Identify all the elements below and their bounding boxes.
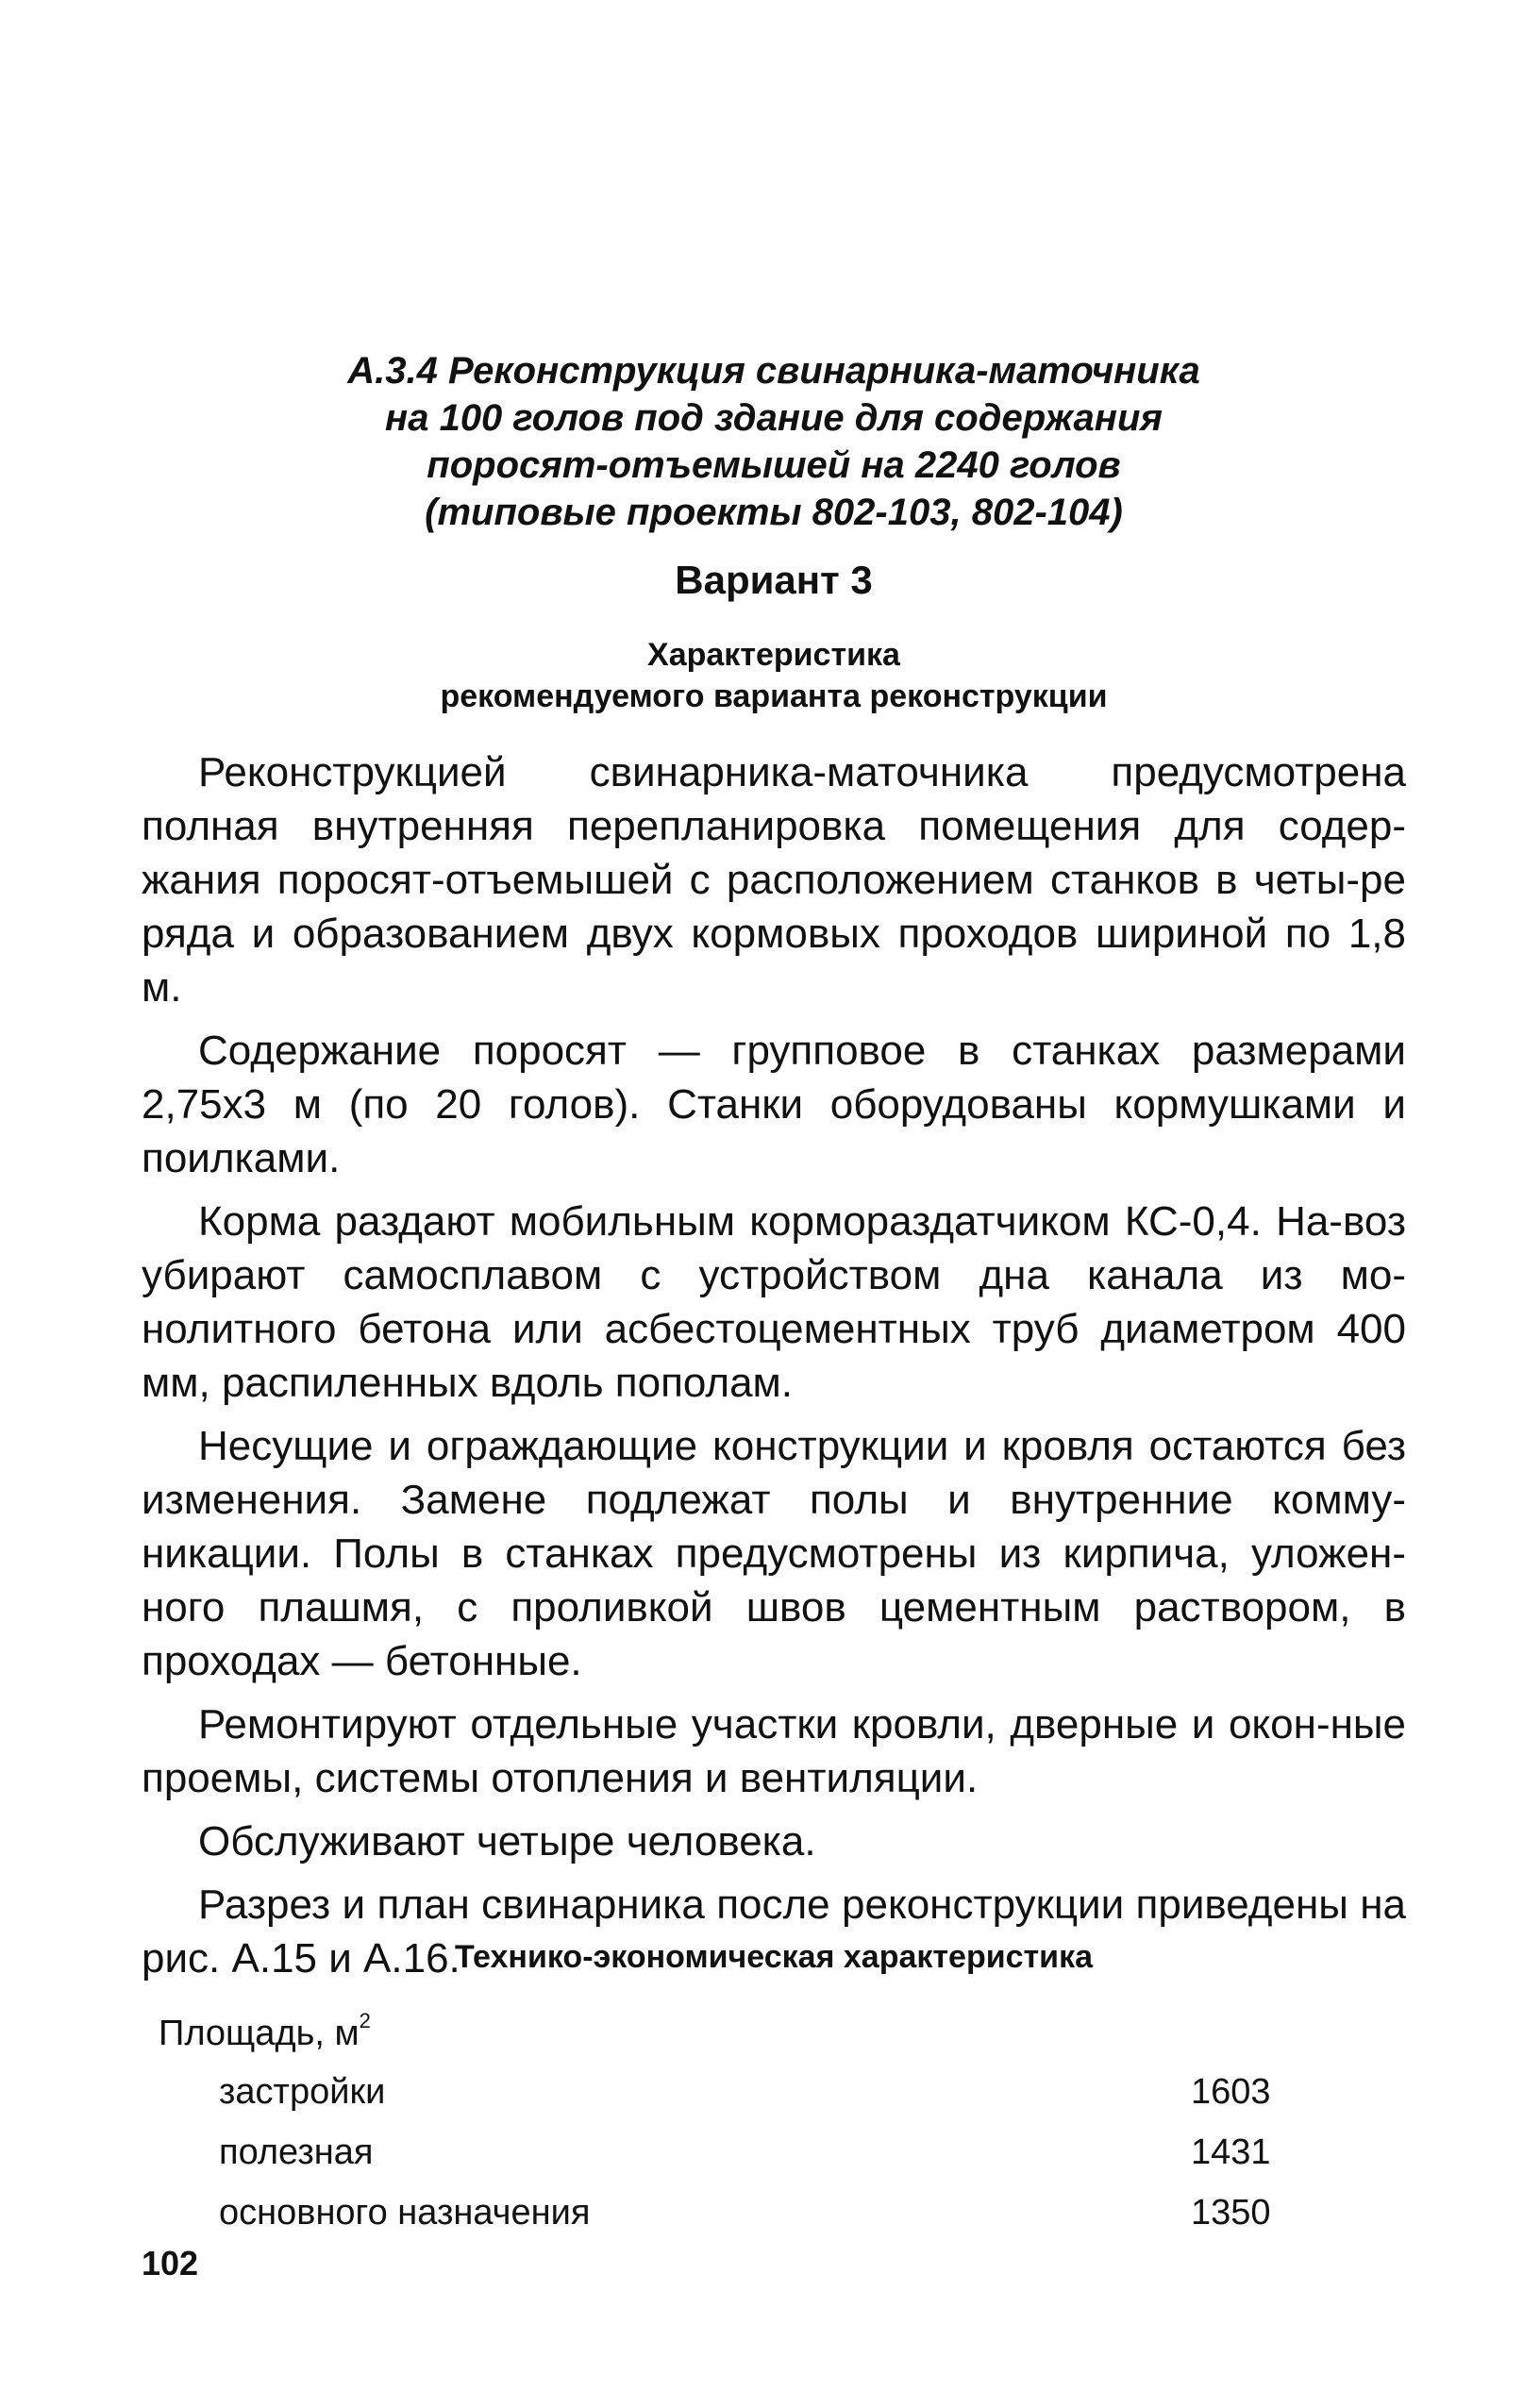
tech-econ-title: Технико-экономическая характеристика [454,1939,1093,1975]
paragraph: Разрез и план свинарника после реконструкции приведены на рис. А.15 и А.16. [142,1881,1406,1982]
row-label: застройки [219,2072,386,2112]
paragraph: Ремонтируют отдельные участки кровли, дверные и окон-ные проемы, системы отопления и вентиляции. [142,1701,1406,1801]
paragraph: Содержание поросят — групповое в станках размерами 2,75х3 м (по 20 голов). Станки оборудованы кормушками и поилками. [142,1028,1406,1181]
subtitle-line: Характеристика [647,637,900,673]
row-value: 1350 [1191,2193,1271,2232]
paragraph: Реконструкцией свинарника-маточника предусмотрена полная внутренняя перепланировка помещения для содер-жания поросят-отъемышей с расположением станков в четы-ре ряда и образованием двух кормовых проходов шириной по 1,8 м. [142,749,1406,1011]
row-label: основного назначения [219,2193,591,2232]
area-table [219,2068,1271,2249]
row-value: 1603 [1191,2072,1271,2112]
variant-heading: Вариант 3 [675,558,873,602]
section-title-line: на 100 голов под здание для содержания [385,397,1163,439]
area-unit-superscript: 2 [359,2009,371,2032]
paragraph: Обслуживают четыре человека. [198,1818,816,1865]
characteristic-subtitle [142,634,1406,717]
subtitle-line: рекомендуемого варианта реконструкции [440,678,1108,714]
row-value: 1431 [1191,2132,1271,2172]
document-page [142,0,1406,2408]
paragraph: Корма раздают мобильным кормораздатчиком КС-0,4. На-воз убирают самосплавом с устройством дна канала из мо-нолитного бетона или асбестоцементных труб диаметром 400 мм, распиленных вдоль пополам. [142,1198,1406,1406]
section-title-line: (типовые проекты 802-103, 802-104) [425,492,1123,533]
table-row [219,2189,1271,2249]
area-heading [159,2010,371,2057]
section-title-line: поросят-отъемышей на 2240 голов [427,444,1121,486]
section-title [142,347,1406,536]
body-text [142,745,1406,1995]
section-title-line: А.3.4 Реконструкция свинарника-маточника [347,350,1200,392]
page-number: 102 [142,2244,199,2283]
paragraph: Несущие и ограждающие конструкции и кровля остаются без изменения. Замене подлежат полы и внутренние комму-никации. Полы в станках предусмотрены из кирпича, уложен-ного плашмя, с проливкой швов цементным раствором, в проходах — бетонные. [142,1423,1406,1684]
row-label: полезная [219,2132,374,2172]
area-label: Площадь, м [159,2014,360,2053]
table-row [219,2068,1271,2129]
table-row [219,2129,1271,2189]
